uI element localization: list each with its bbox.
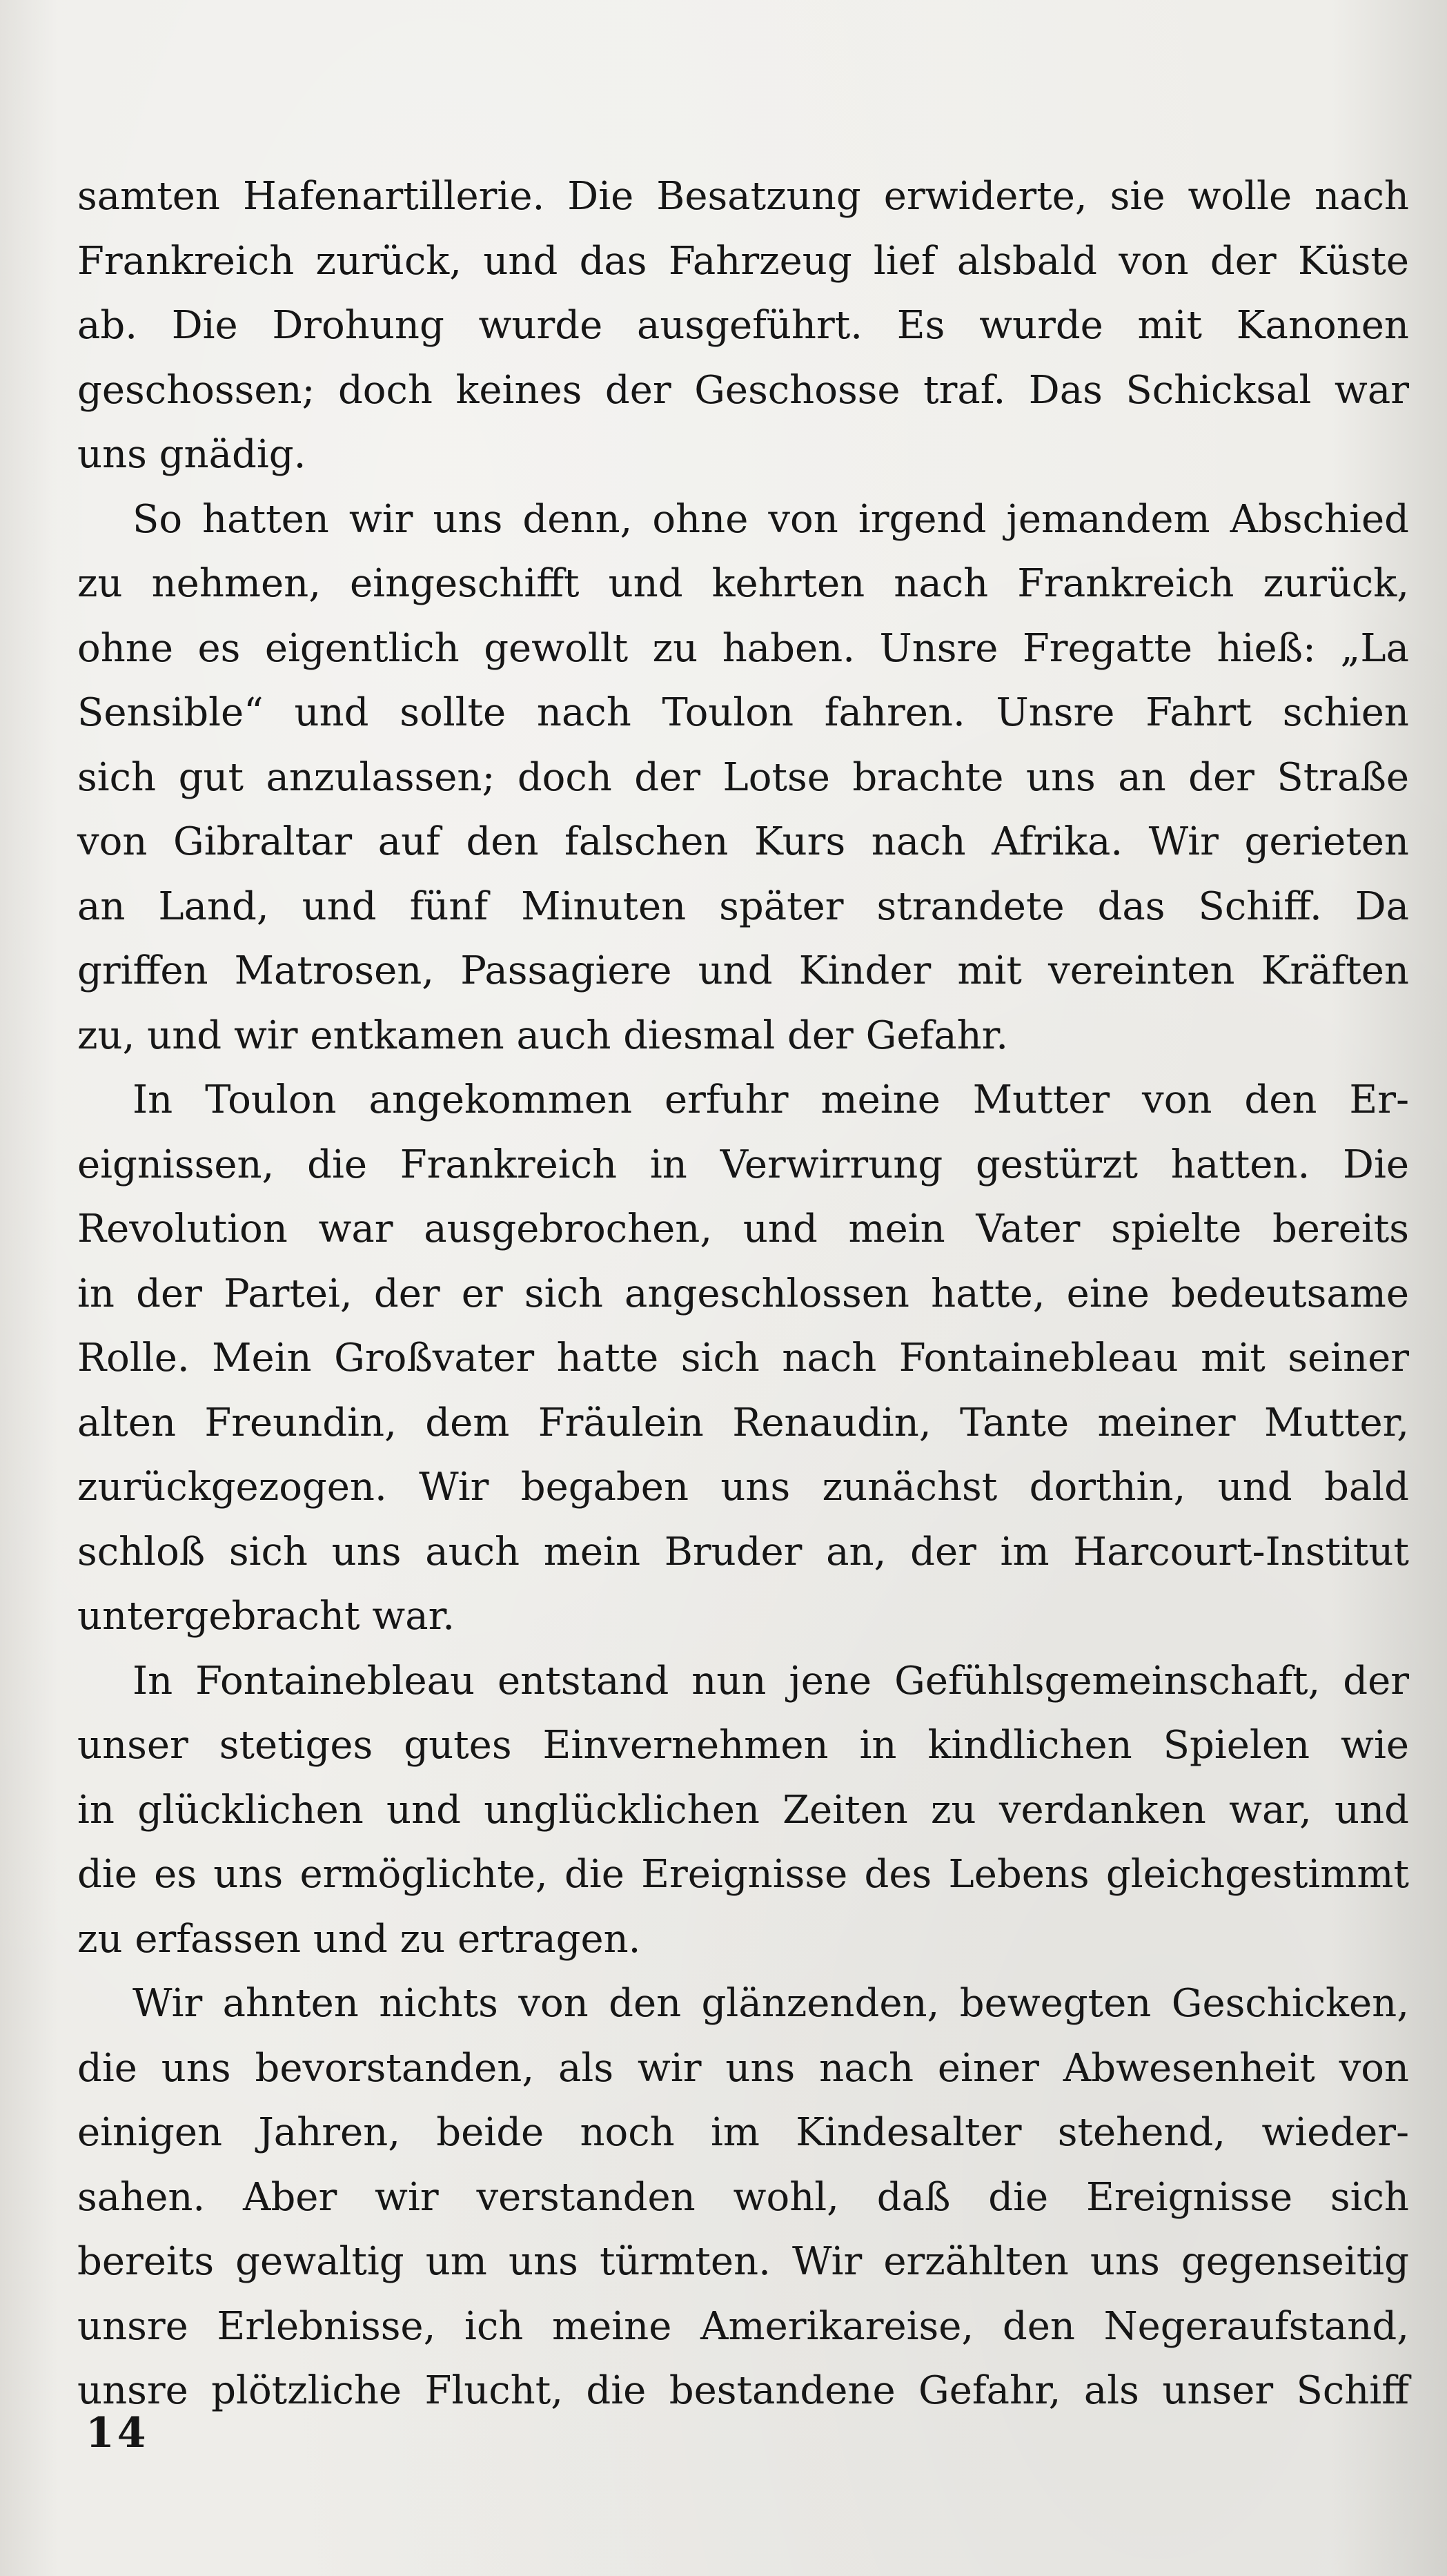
- text-line: Revolution war ausgebrochen, und mein Vater spielte bereits: [77, 1207, 1409, 1251]
- text-line: unsre plötzliche Flucht, die bestandene Gefahr, als unser Schiff: [77, 2368, 1409, 2413]
- paragraph-1: [77, 164, 1409, 487]
- text-line: Wir ahnten nichts von den glänzenden, bewegten Geschicken,: [132, 1981, 1409, 2026]
- text-line: In Toulon angekommen erfuhr meine Mutter von den Er-: [132, 1077, 1409, 1122]
- text-line: geschossen; doch keines der Geschosse traf. Das Schicksal war: [77, 367, 1409, 413]
- text-line: griffen Matrosen, Passagiere und Kinder mit vereinten Kräften: [77, 948, 1409, 993]
- page-number: 14: [86, 2409, 149, 2457]
- text-line: sich gut anzulassen; doch der Lotse brachte uns an der Straße: [77, 754, 1409, 800]
- text-line: alten Freundin, dem Fräulein Renaudin, Tante meiner Mutter,: [77, 1400, 1409, 1445]
- text-line: unser stetiges gutes Einvernehmen in kindlichen Spielen wie: [77, 1723, 1409, 1768]
- text-line: Rolle. Mein Großvater hatte sich nach Fontainebleau mit seiner: [77, 1336, 1409, 1380]
- paragraph-5: [77, 1971, 1409, 2423]
- text-line: samten Hafenartillerie. Die Besatzung erwiderte, sie wolle nach: [77, 174, 1409, 219]
- text-line: eignissen, die Frankreich in Verwirrung gestürzt hatten. Die: [77, 1142, 1409, 1187]
- text-line: schloß sich uns auch mein Bruder an, der im Harcourt-Institut: [77, 1529, 1409, 1574]
- text-line: Sensible“ und sollte nach Toulon fahren. Unsre Fahrt schien: [77, 690, 1409, 735]
- text-line: unsre Erlebnisse, ich meine Amerikareise, den Negeraufstand,: [77, 2303, 1409, 2349]
- text-line: untergebracht war.: [77, 1594, 455, 1639]
- text-line: zu erfassen und zu ertragen.: [77, 1916, 641, 1962]
- text-line: zu, und wir entkamen auch diesmal der Gefahr.: [77, 1013, 1009, 1058]
- text-line: in der Partei, der er sich angeschlossen hatte, eine bedeutsame: [77, 1271, 1409, 1316]
- text-line: uns gnädig.: [77, 432, 306, 477]
- text-line: ab. Die Drohung wurde ausgeführt. Es wurde mit Kanonen: [77, 303, 1409, 348]
- text-line: an Land, und fünf Minuten später strandete das Schiff. Da: [77, 884, 1409, 929]
- text-line: zurückgezogen. Wir begaben uns zunächst dorthin, und bald: [77, 1465, 1409, 1510]
- text-line: die uns bevorstanden, als wir uns nach einer Abwesenheit von: [77, 2045, 1409, 2091]
- text-line: zu nehmen, eingeschifft und kehrten nach Frankreich zurück,: [77, 561, 1409, 606]
- text-line: So hatten wir uns denn, ohne von irgend jemandem Abschied: [132, 496, 1409, 542]
- text-line: bereits gewaltig um uns türmten. Wir erzählten uns gegenseitig: [77, 2239, 1409, 2284]
- text-line: in glücklichen und unglücklichen Zeiten zu verdanken war, und: [77, 1787, 1409, 1833]
- text-line: einigen Jahren, beide noch im Kindesalter stehend, wieder-: [77, 2110, 1409, 2155]
- text-line: von Gibraltar auf den falschen Kurs nach Afrika. Wir gerieten: [77, 819, 1409, 864]
- text-line: die es uns ermöglichte, die Ereignisse des Lebens gleichgestimmt: [77, 1852, 1409, 1897]
- text-line: ohne es eigentlich gewollt zu haben. Unsre Fregatte hieß: „La: [77, 625, 1409, 671]
- paragraph-4: [77, 1649, 1409, 1972]
- paragraph-2: [77, 487, 1409, 1069]
- paragraph-3: [77, 1068, 1409, 1649]
- body-text: [77, 164, 1409, 2423]
- text-line: In Fontainebleau entstand nun jene Gefühlsgemeinschaft, der: [132, 1658, 1409, 1704]
- text-line: sahen. Aber wir verstanden wohl, daß die Ereignisse sich: [77, 2174, 1409, 2220]
- text-line: Frankreich zurück, und das Fahrzeug lief alsbald von der Küste: [77, 238, 1409, 284]
